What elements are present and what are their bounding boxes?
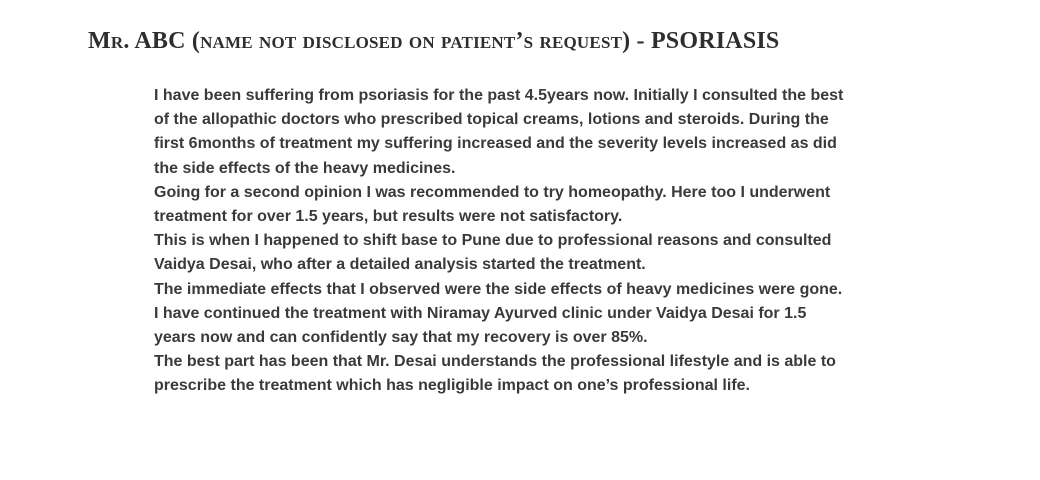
testimonial-line: prescribe the treatment which has negligible impact on one’s professional life.: [154, 377, 750, 395]
testimonial-line: I have been suffering from psoriasis for the past 4.5years now. Initially I consulted the best: [154, 87, 844, 104]
testimonial-line: This is when I happened to shift base to Pune due to professional reasons and consulted: [154, 232, 832, 250]
testimonial-line: I have continued the treatment with Niramay Ayurved clinic under Vaidya Desai for 1.5: [154, 304, 807, 322]
testimonial-line: treatment for over 1.5 years, but results were not satisfactory.: [154, 208, 623, 226]
testimonial-line: Vaidya Desai, who after a detailed analysis started the treatment.: [154, 256, 646, 274]
testimonial-body: [154, 84, 894, 399]
testimonial-line: the side effects of the heavy medicines.: [154, 159, 456, 177]
testimonial-line: The immediate effects that I observed were the side effects of heavy medicines were gone.: [154, 280, 843, 298]
testimonial-line: of the allopathic doctors who prescribed topical creams, lotions and steroids. During the: [154, 111, 829, 129]
condition-heading: PSORIASIS: [650, 28, 780, 54]
testimonial-line: Going for a second opinion I was recommended to try homeopathy. Here too I underwent: [154, 183, 831, 201]
patient-name-heading: Mr. ABC (name not disclosed on patient’s request) -: [88, 28, 651, 54]
testimonial-line: first 6months of treatment my suffering increased and the severity levels increased as did: [154, 135, 837, 153]
testimonial-line: The best part has been that Mr. Desai understands the professional lifestyle and is able to: [154, 353, 836, 371]
page-title: [88, 26, 779, 56]
testimonial-line: years now and can confidently say that my recovery is over 85%.: [154, 329, 648, 347]
